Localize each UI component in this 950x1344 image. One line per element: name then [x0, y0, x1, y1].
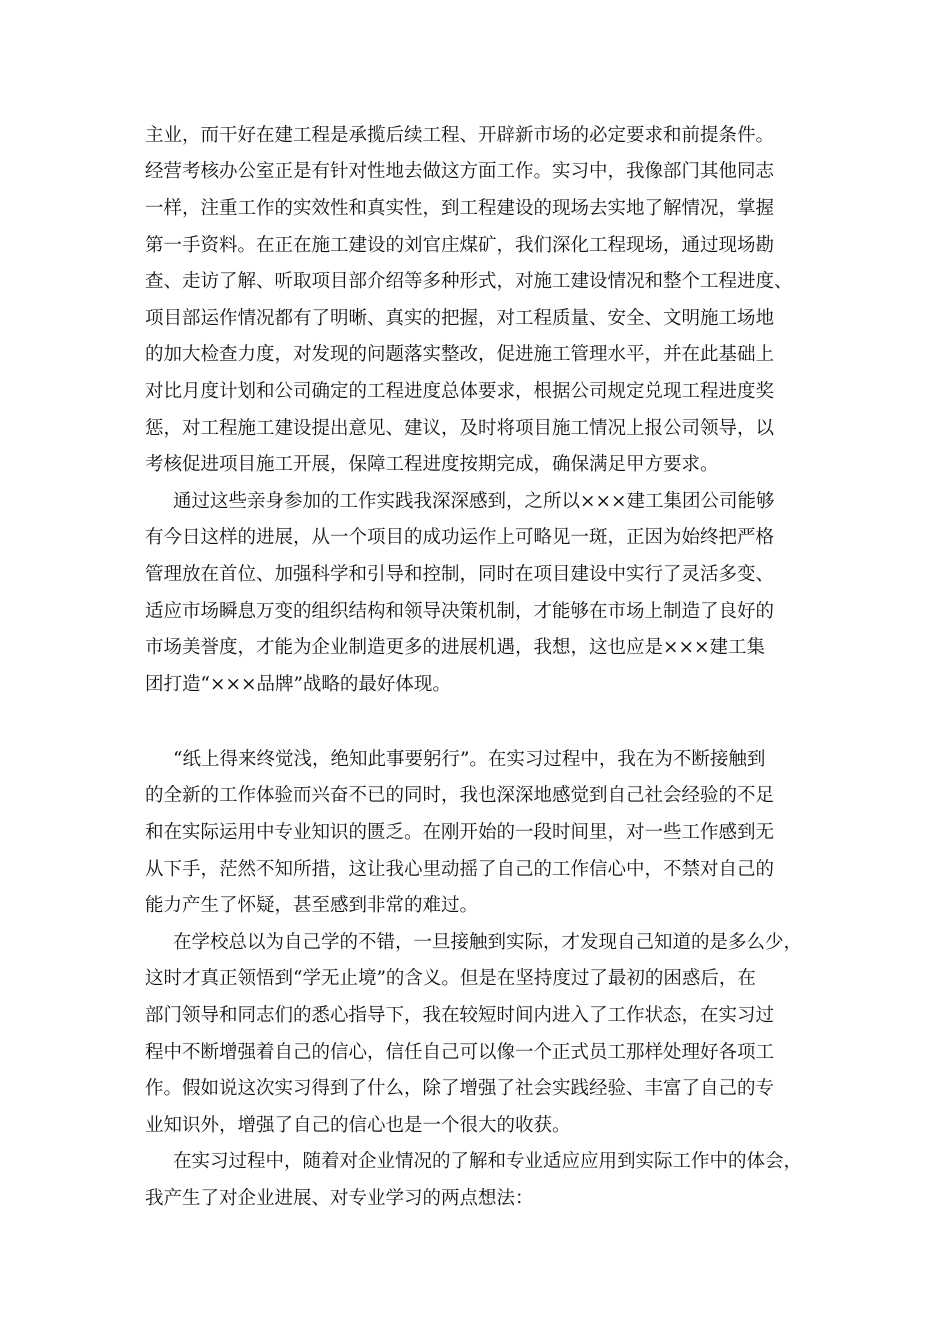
text-line: 管理放在首位、加强科学和引导和控制，同时在项目建设中实行了灵活多变、 [145, 564, 775, 585]
text-line: 程中不断增强着自己的信心，信任自己可以像一个正式员工那样处理好各项工 [145, 1042, 775, 1063]
text-line: 惩，对工程施工建设提出意见、建议，及时将项目施工情况上报公司领导，以 [145, 418, 775, 439]
text-line: 能力产生了怀疑，甚至感到非常的难过。 [145, 895, 479, 916]
text-line: 这时才真正领悟到“学无止境”的含义。但是在坚持度过了最初的困惑后，在 [145, 968, 756, 989]
text-line: 项目部运作情况都有了明晰、真实的把握，对工程质量、安全、文明施工场地 [145, 308, 775, 329]
text-line: 的加大检查力度，对发现的问题落实整改，促进施工管理水平，并在此基础上 [145, 344, 775, 365]
text-line: 部门领导和同志们的悉心指导下，我在较短时间内进入了工作状态，在实习过 [145, 1005, 775, 1026]
text-line: 团打造“×××品牌”战略的最好体现。 [145, 674, 451, 695]
text-line: 有今日这样的进展，从一个项目的成功运作上可略见一斑，正因为始终把严格 [145, 527, 775, 548]
text-line: 考核促进项目施工开展，保障工程进度按期完成，确保满足甲方要求。 [145, 454, 719, 475]
text-line: 第一手资料。在正在施工建设的刘官庄煤矿，我们深化工程现场，通过现场勘 [145, 235, 775, 256]
text-line: 作。假如说这次实习得到了什么，除了增强了社会实践经验、丰富了自己的专 [145, 1078, 775, 1099]
text-line: 从下手，茫然不知所措，这让我心里动摇了自己的工作信心中，不禁对自己的 [145, 859, 775, 880]
paragraph-first-line: 通过这些亲身参加的工作实践我深深感到，之所以×××建工集团公司能够 [173, 491, 775, 512]
text-line: 主业，而干好在建工程是承揽后续工程、开辟新市场的必定要求和前提条件。 [145, 125, 775, 146]
paragraph-first-line: “纸上得来终觉浅，绝知此事要躬行”。在实习过程中，我在为不断接触到 [173, 749, 766, 770]
text-line: 业知识外，增强了自己的信心也是一个很大的收获。 [145, 1115, 571, 1136]
text-line: 一样，注重工作的实效性和真实性，到工程建设的现场去实地了解情况，掌握 [145, 198, 775, 219]
text-line: 的全新的工作体验而兴奋不已的同时，我也深深地感觉到自己社会经验的不足 [145, 785, 775, 806]
text-line: 适应市场瞬息万变的组织结构和领导决策机制，才能够在市场上制造了良好的 [145, 601, 775, 622]
paragraph-first-line: 在学校总以为自己学的不错，一旦接触到实际，才发现自己知道的是多么少， [173, 932, 803, 953]
text-line: 市场美誉度，才能为企业制造更多的进展机遇，我想，这也应是×××建工集 [145, 637, 766, 658]
paragraph-first-line: 在实习过程中，随着对企业情况的了解和专业适应应用到实际工作中的体会， [173, 1151, 803, 1172]
text-line: 经营考核办公室正是有针对性地去做这方面工作。实习中，我像部门其他同志 [145, 161, 775, 182]
text-line: 对比月度计划和公司确定的工程进度总体要求，根据公司规定兑现工程进度奖 [145, 381, 775, 402]
text-line: 查、走访了解、听取项目部介绍等多种形式，对施工建设情况和整个工程进度、 [145, 271, 793, 292]
text-line: 和在实际运用中专业知识的匮乏。在刚开始的一段时间里，对一些工作感到无 [145, 822, 775, 843]
text-line: 我产生了对企业进展、对专业学习的两点想法： [145, 1188, 534, 1209]
